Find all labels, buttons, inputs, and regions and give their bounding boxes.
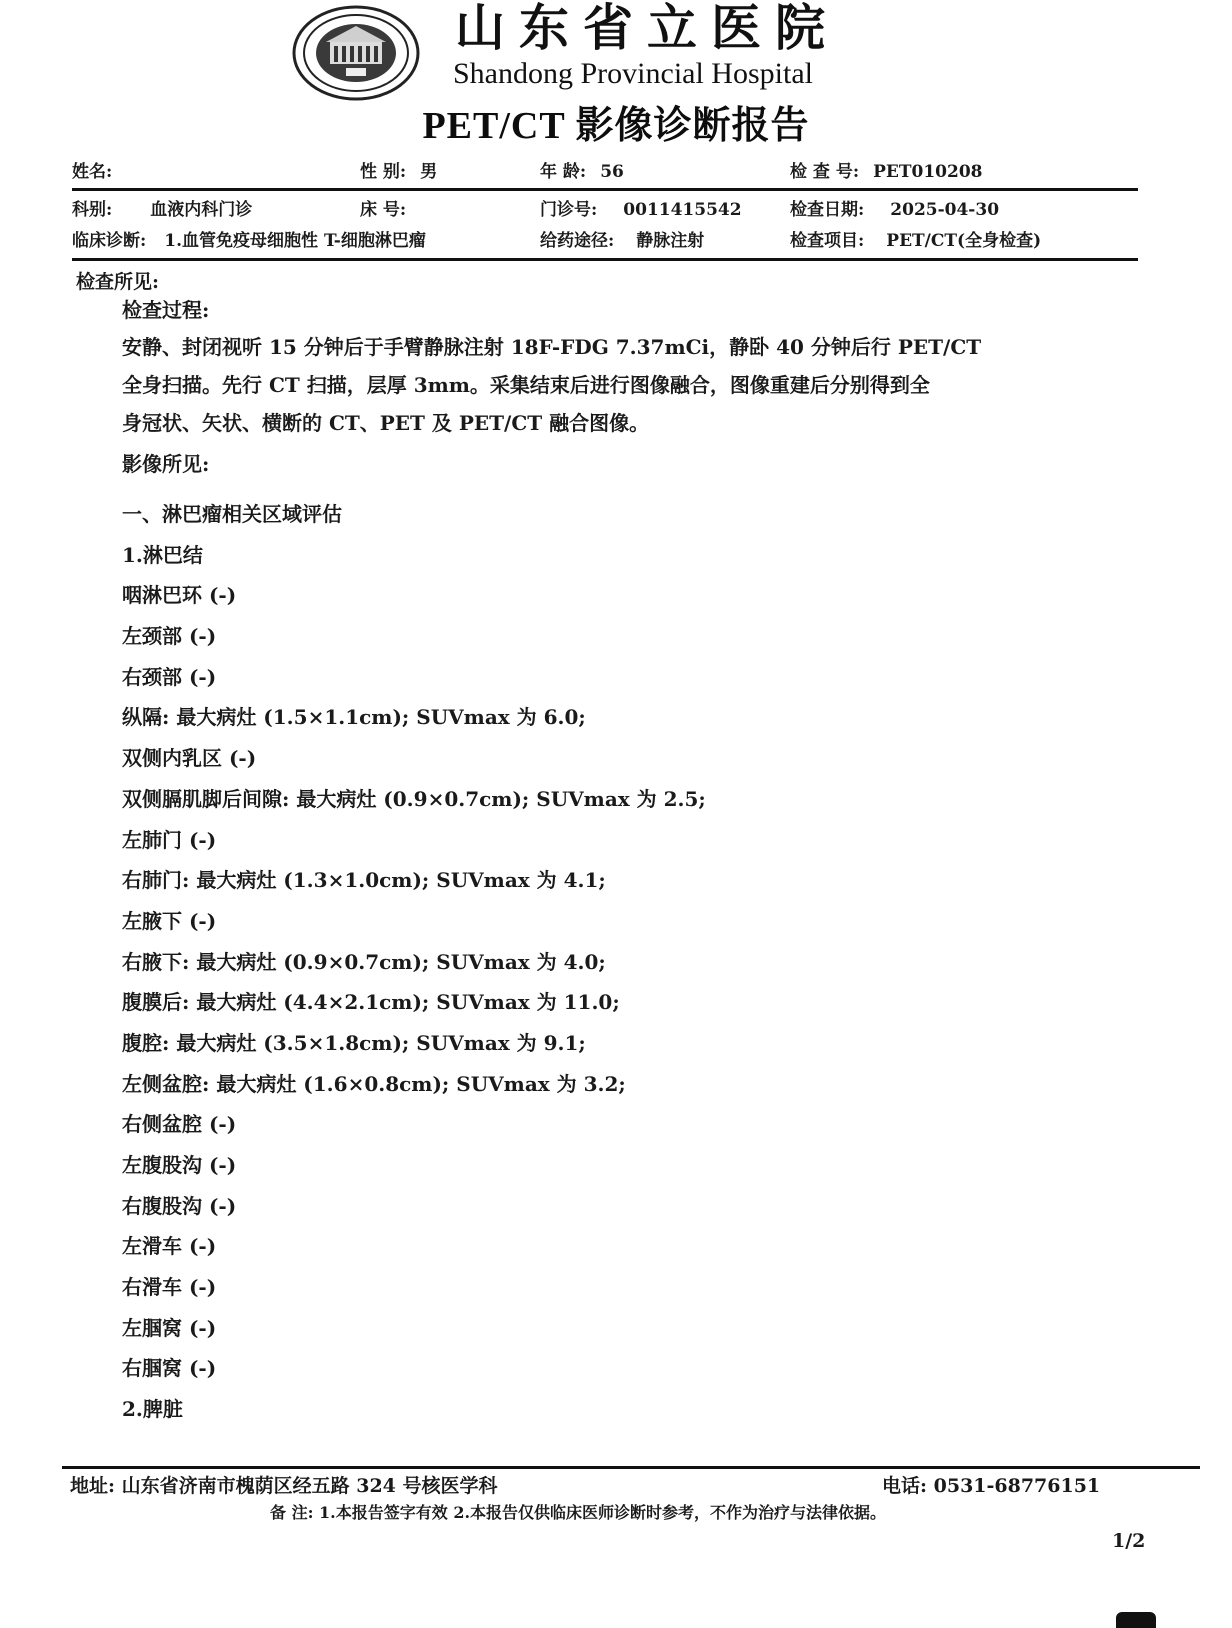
exam-item-field (790, 229, 1041, 253)
patient-sex-value: 男 (420, 162, 438, 182)
clinical-diagnosis-field (72, 229, 426, 253)
finding-line: 右肺门: 最大病灶 (1.3×1.0cm); SUVmax 为 4.1; (122, 868, 606, 893)
finding-line: 1.淋巴结 (122, 542, 203, 567)
findings-list (122, 494, 1122, 1430)
patient-name-label: 姓名: (72, 162, 113, 182)
finding-line: 右颈部 (-) (122, 664, 217, 689)
finding-line: 右腹股沟 (-) (122, 1193, 237, 1218)
department-field (72, 198, 252, 222)
exam-item-value: PET/CT(全身检查) (886, 231, 1042, 251)
process-line: 身冠状、矢状、横断的 CT、PET 及 PET/CT 融合图像。 (122, 411, 650, 435)
finding-line: 腹腔: 最大病灶 (3.5×1.8cm); SUVmax 为 9.1; (122, 1030, 586, 1055)
finding-line: 2.脾脏 (122, 1397, 183, 1422)
patient-age-label: 年 龄: (540, 162, 587, 182)
page-number: 1/2 (1112, 1530, 1146, 1552)
patient-sex-label: 性 别: (360, 162, 407, 182)
patient-age-value: 56 (600, 162, 624, 182)
finding-line: 一、淋巴瘤相关区域评估 (122, 502, 342, 526)
hospital-seal-icon (290, 4, 422, 102)
header-rule-bottom (72, 258, 1138, 261)
report-title: PET/CT 影像诊断报告 (422, 105, 810, 147)
department-label: 科别: (72, 200, 113, 220)
route-label: 给药途径: (540, 231, 615, 251)
hospital-name-en: Shandong Provincial Hospital (453, 57, 813, 90)
process-line: 全身扫描。先行 CT 扫描，层厚 3mm。采集结束后进行图像融合，图像重建后分别得到全 (122, 373, 930, 397)
finding-line: 左腹股沟 (-) (122, 1153, 237, 1177)
section-title: 检查所见: (76, 271, 160, 293)
bed-label: 床 号: (360, 200, 407, 220)
bed-field (360, 198, 420, 222)
finding-line: 左腋下 (-) (122, 908, 217, 933)
clinical-diagnosis-value: 1.血管免疫母细胞性 T-细胞淋巴瘤 (164, 231, 426, 251)
outpatient-field (540, 198, 742, 222)
clinical-diagnosis-label: 临床诊断: (72, 231, 147, 251)
process-title: 检查过程: (122, 298, 210, 322)
footer-rule (62, 1466, 1200, 1469)
finding-line: 纵隔: 最大病灶 (1.5×1.1cm); SUVmax 为 6.0; (122, 705, 586, 730)
finding-line: 左肺门 (-) (122, 827, 217, 852)
footer-note: 备 注: 1.本报告签字有效 2.本报告仅供临床医师诊断时参考，不作为治疗与法律依据。 (270, 1503, 887, 1522)
patient-sex-field (360, 160, 437, 184)
finding-line: 左颈部 (-) (122, 624, 217, 649)
finding-line: 腹膜后: 最大病灶 (4.4×2.1cm); SUVmax 为 11.0; (122, 990, 620, 1015)
finding-line: 左滑车 (-) (122, 1234, 217, 1259)
exam-date-field (790, 198, 999, 222)
findings-title: 影像所见: (122, 452, 210, 476)
finding-line: 右侧盆腔 (-) (122, 1112, 237, 1137)
exam-number-value: PET010208 (873, 162, 983, 182)
patient-name-field (72, 160, 126, 184)
exam-item-label: 检查项目: (790, 231, 865, 251)
finding-line: 右腘窝 (-) (122, 1356, 217, 1381)
outpatient-value: 0011415542 (623, 200, 742, 220)
department-value: 血液内科门诊 (150, 200, 253, 220)
finding-line: 双侧膈肌脚后间隙: 最大病灶 (0.9×0.7cm); SUVmax 为 2.5; (122, 786, 706, 811)
footer-address: 地址: 山东省济南市槐荫区经五路 324 号核医学科 (70, 1475, 498, 1497)
process-line: 安静、封闭视听 15 分钟后于手臂静脉注射 18F-FDG 7.37mCi，静卧 40 分钟后行 PET/CT (122, 335, 982, 359)
route-value: 静脉注射 (636, 231, 705, 251)
process-paragraph (122, 328, 1082, 442)
exam-date-value: 2025-04-30 (890, 200, 1000, 220)
header-rule-top (72, 188, 1138, 191)
footer-phone: 电话: 0531-68776151 (882, 1475, 1101, 1497)
corner-mark-icon (1116, 1612, 1156, 1628)
hospital-name-cn: 山东省立医院 (455, 0, 839, 57)
exam-number-field (790, 160, 983, 184)
finding-line: 右腋下: 最大病灶 (0.9×0.7cm); SUVmax 为 4.0; (122, 949, 606, 974)
route-field (540, 229, 704, 253)
exam-number-label: 检 查 号: (790, 162, 860, 182)
exam-date-label: 检查日期: (790, 200, 865, 220)
finding-line: 咽淋巴环 (-) (122, 583, 237, 608)
finding-line: 左腘窝 (-) (122, 1315, 217, 1340)
finding-line: 左侧盆腔: 最大病灶 (1.6×0.8cm); SUVmax 为 3.2; (122, 1071, 626, 1096)
finding-line: 右滑车 (-) (122, 1275, 217, 1300)
finding-line: 双侧内乳区 (-) (122, 746, 257, 771)
outpatient-label: 门诊号: (540, 200, 598, 220)
patient-age-field (540, 160, 624, 184)
